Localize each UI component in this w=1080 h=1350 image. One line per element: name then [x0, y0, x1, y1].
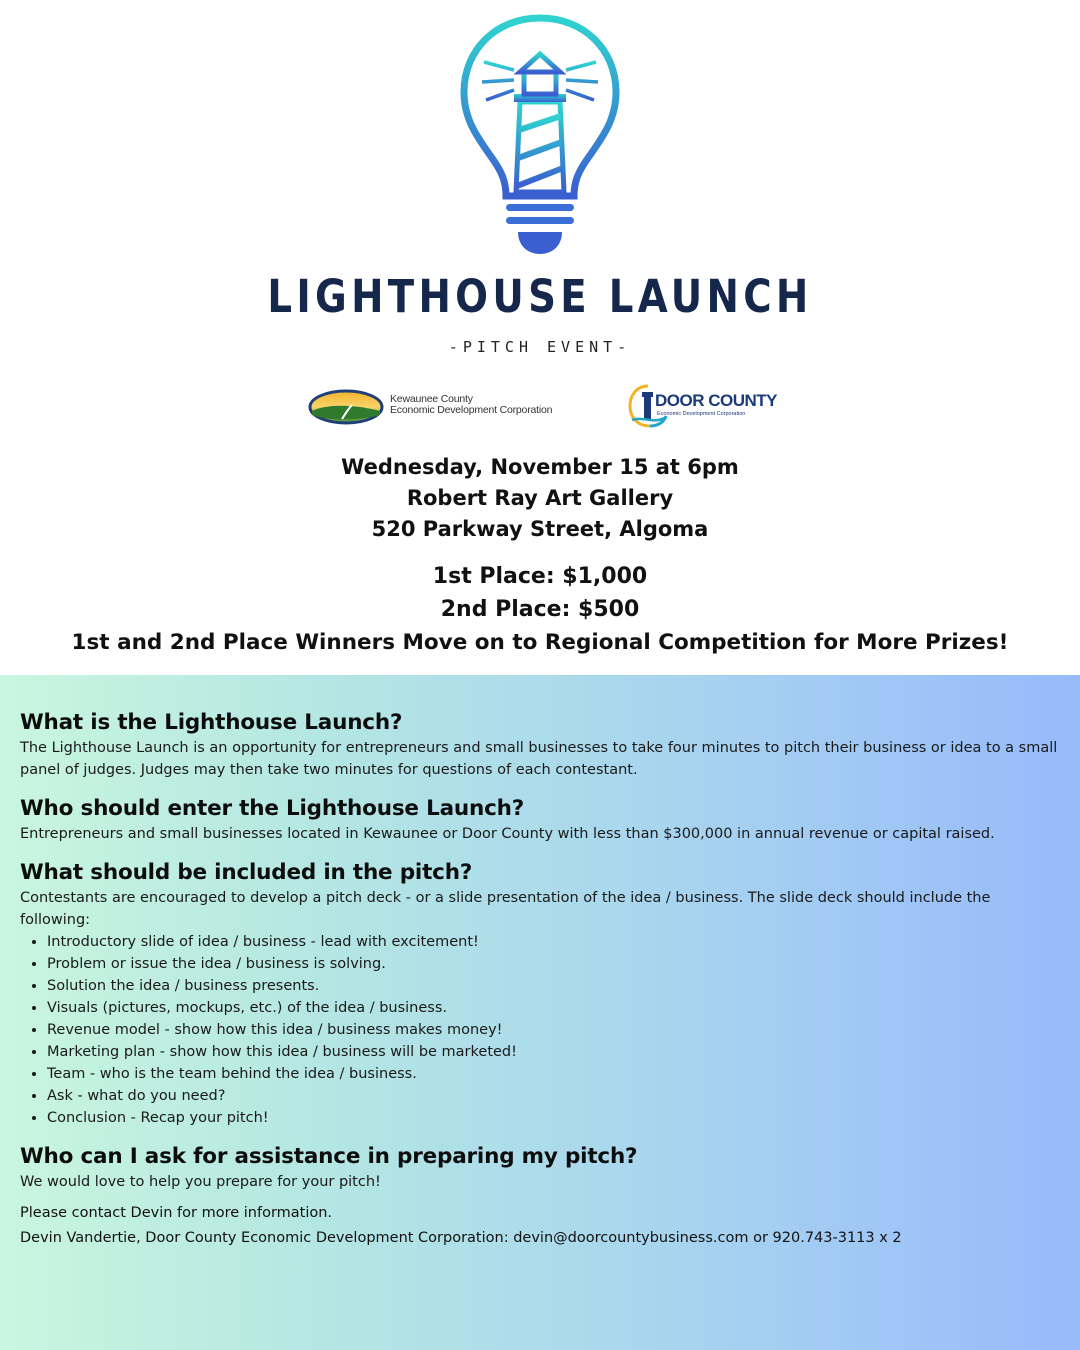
section-body: Contestants are encouraged to develop a pitch deck - or a slide presentation of the idea / business. The slide deck should include the following: — [20, 890, 991, 928]
pitch-items-list — [20, 931, 1065, 1129]
section-heading: What should be included in the pitch? — [20, 860, 473, 885]
list-item: • Introductory slide of idea / business - lead with excitement! — [47, 931, 1065, 953]
kewaunee-name-line1: Kewaunee County — [390, 393, 473, 405]
section-heading: Who can I ask for assistance in preparing my pitch? — [20, 1144, 638, 1169]
event-title: LIGHTHOUSE LAUNCH — [267, 270, 813, 323]
contact-line: Please contact Devin for more information. — [20, 1205, 333, 1221]
door-county-logo — [628, 380, 778, 432]
contact-info — [20, 1201, 1065, 1251]
prize-note: 1st and 2nd Place Winners Move on to Regional Competition for More Prizes! — [71, 630, 1009, 655]
section-heading: What is the Lighthouse Launch? — [20, 710, 403, 735]
door-county-subline: Economic Development Corporation — [657, 411, 746, 417]
list-item: • Marketing plan - show how this idea / business will be marketed! — [47, 1041, 1065, 1063]
list-item: • Team - who is the team behind the idea / business. — [47, 1063, 1065, 1085]
list-item: • Solution the idea / business presents. — [47, 975, 1065, 997]
list-item: • Ask - what do you need? — [47, 1085, 1065, 1107]
contact-details[interactable]: Devin Vandertie, Door County Economic Development Corporation: devin@doorcountybusiness.com or 920.743-3113 x 2 — [20, 1230, 902, 1246]
section-assistance — [20, 1143, 1065, 1251]
list-item: • Revenue model - show how this idea / business makes money! — [47, 1019, 1065, 1041]
kewaunee-county-name — [390, 394, 552, 416]
kewaunee-name-line2: Economic Development Corporation — [390, 404, 553, 416]
event-details — [0, 452, 1080, 545]
section-body: The Lighthouse Launch is an opportunity for entrepreneurs and small businesses to take four minutes to pitch their business or idea to a small panel of judges. Judges may then take two minutes for questions of each contestant. — [20, 740, 1058, 778]
section-body: We would love to help you prepare for your pitch! — [20, 1174, 381, 1190]
section-body: Entrepreneurs and small businesses located in Kewaunee or Door County with less than $300,000 in annual revenue or capital raised. — [20, 826, 995, 842]
list-item: • Problem or issue the idea / business is solving. — [47, 953, 1065, 975]
kewaunee-county-logo — [306, 385, 566, 429]
lighthouse-lightbulb-icon — [458, 10, 622, 260]
list-item: • Conclusion - Recap your pitch! — [47, 1107, 1065, 1129]
list-item: • Visuals (pictures, mockups, etc.) of the idea / business. — [47, 997, 1065, 1019]
info-panel — [0, 675, 1080, 1350]
event-address: 520 Parkway Street, Algoma — [371, 517, 709, 541]
event-subtitle: -PITCH EVENT- — [448, 338, 632, 356]
prizes — [0, 560, 1080, 659]
prize-first: 1st Place: $1,000 — [432, 564, 648, 589]
section-heading: Who should enter the Lighthouse Launch? — [20, 796, 525, 821]
prize-second: 2nd Place: $500 — [440, 597, 640, 622]
section-what-is — [20, 709, 1065, 781]
event-date: Wednesday, November 15 at 6pm — [341, 455, 739, 479]
door-county-name: DOOR COUNTY — [655, 391, 777, 410]
section-who-should-enter — [20, 795, 1065, 845]
event-venue: Robert Ray Art Gallery — [406, 486, 674, 510]
info-content — [20, 709, 1065, 1251]
section-pitch-contents — [20, 859, 1065, 1129]
kewaunee-oval-logo-icon — [308, 389, 384, 425]
